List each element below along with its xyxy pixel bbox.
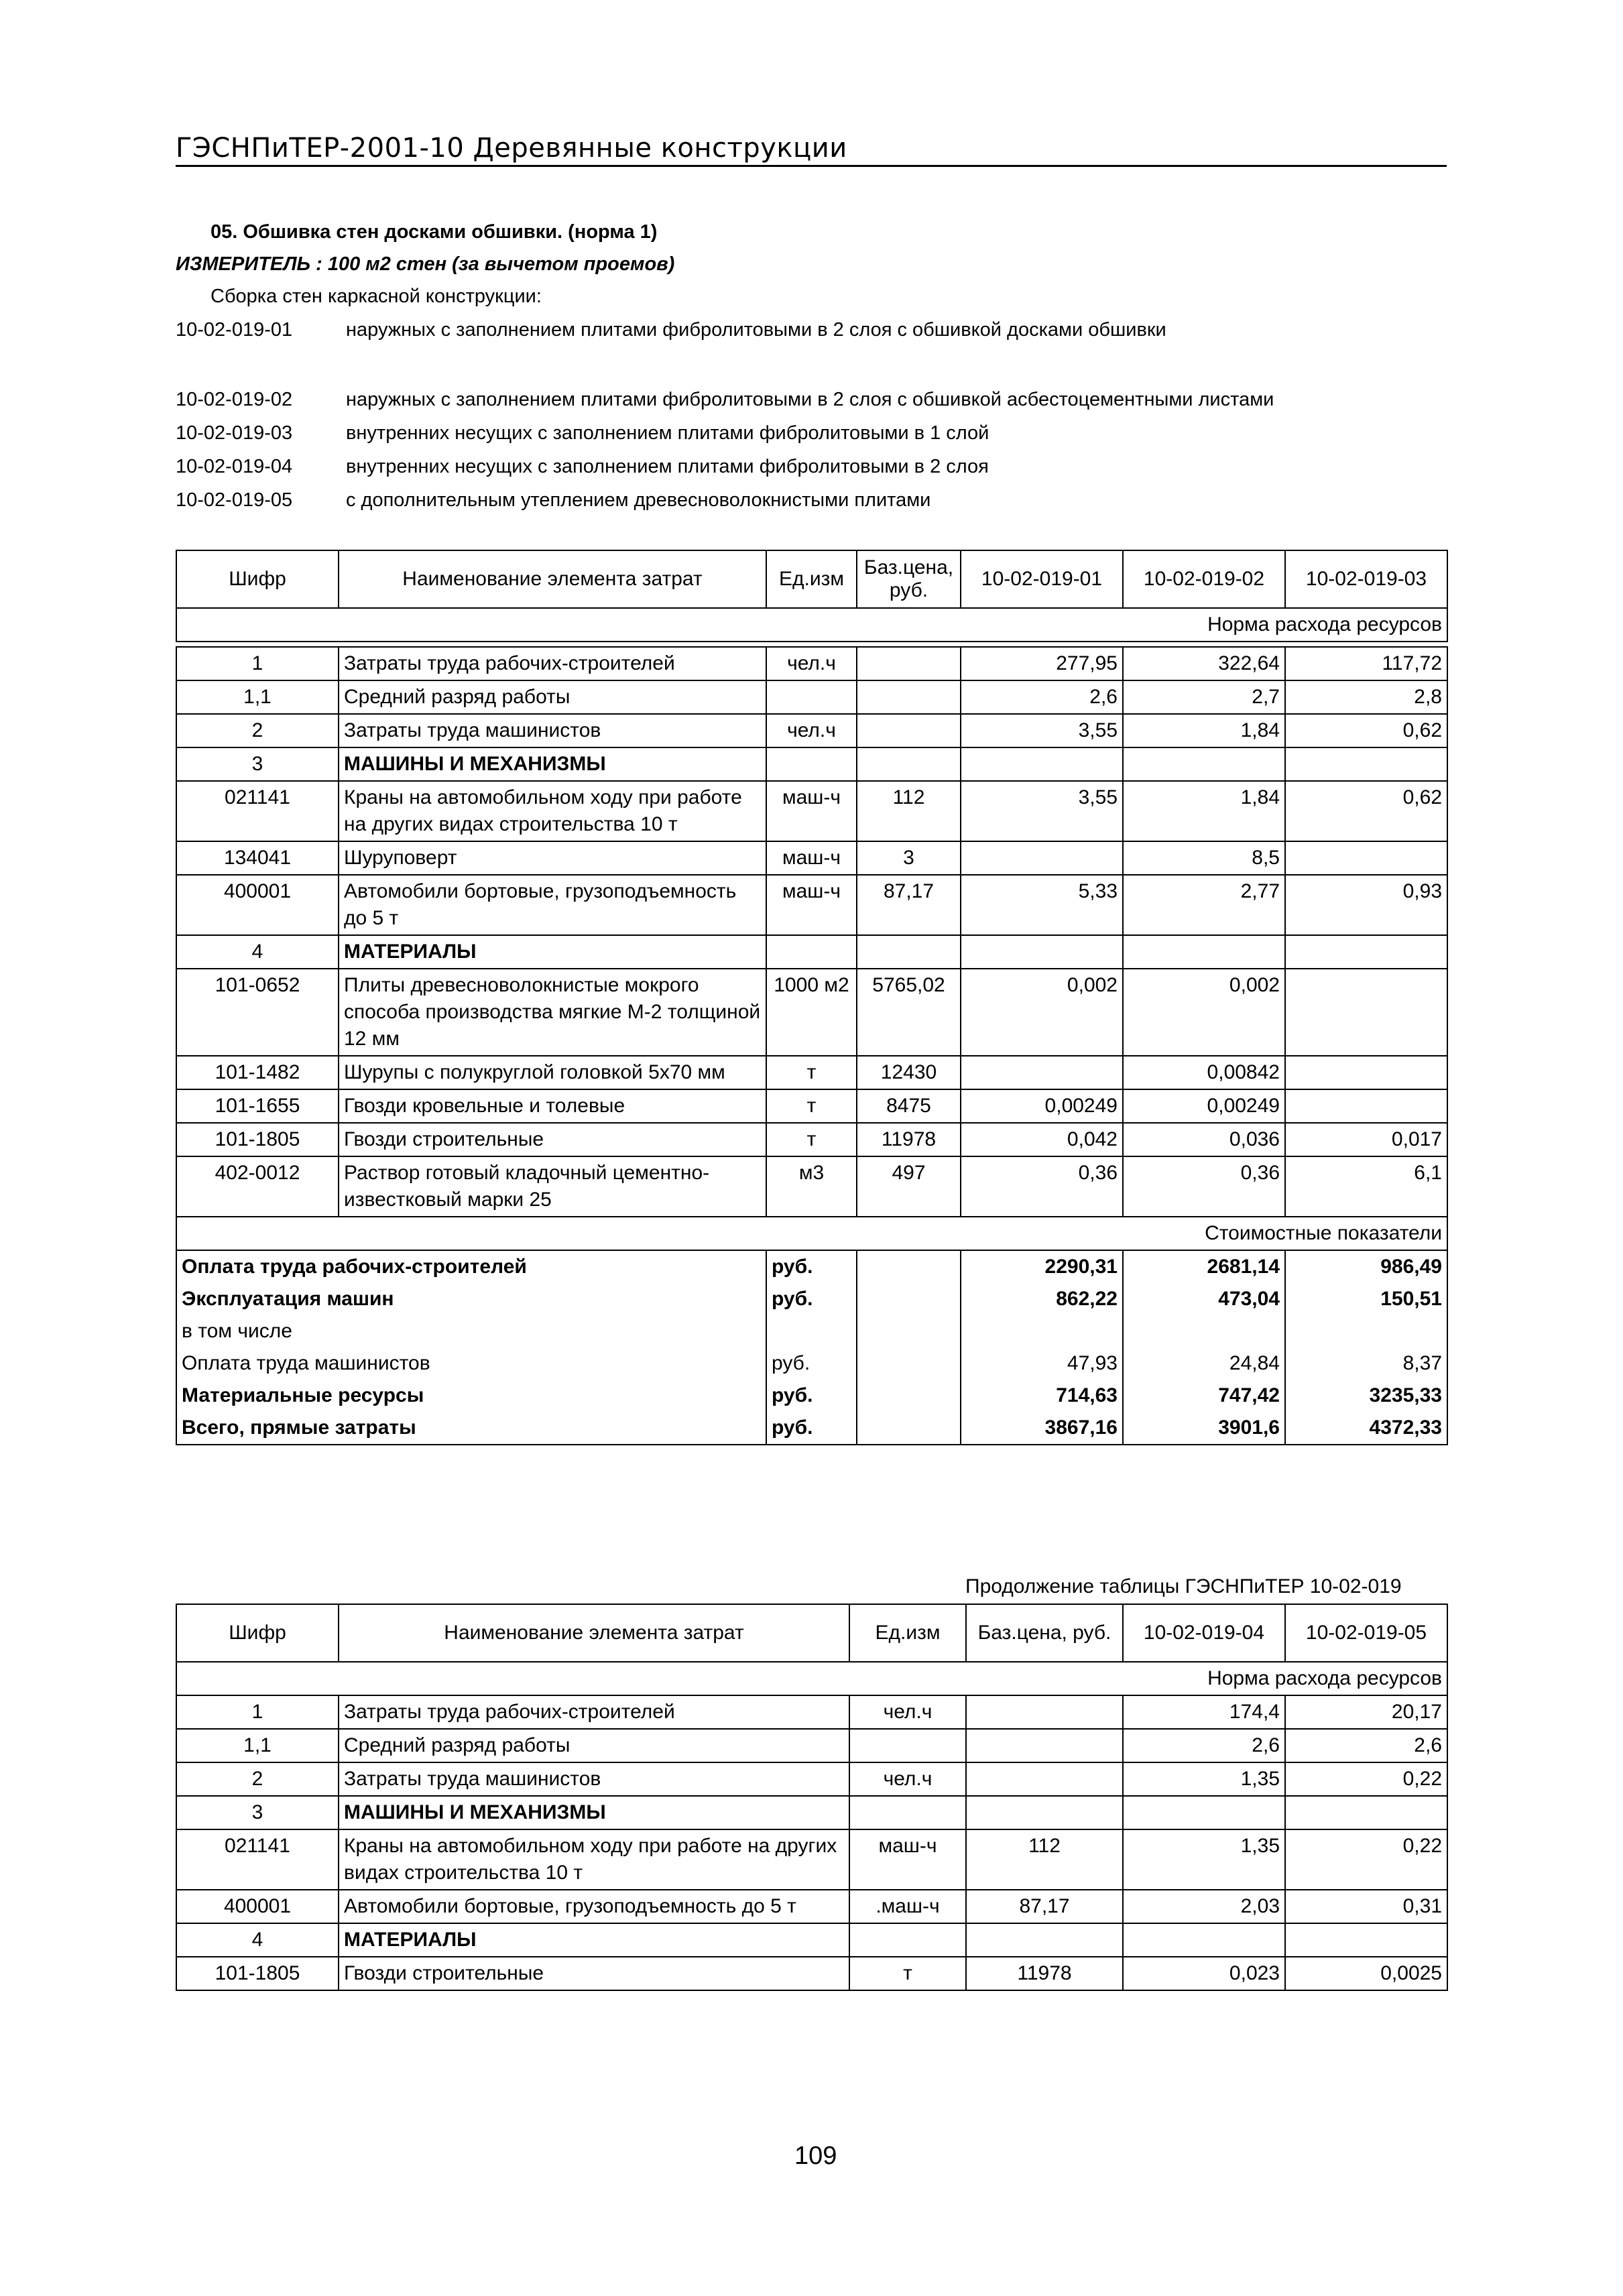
cost-value: 3867,16 xyxy=(961,1412,1123,1445)
cost-value xyxy=(1285,1315,1447,1347)
section-meter: ИЗМЕРИТЕЛЬ : 100 м2 стен (за вычетом проемов) xyxy=(176,253,675,275)
row-name: Краны на автомобильном ходу при работе на других видах строительства 10 т xyxy=(339,1829,849,1890)
column-header: 10-02-019-02 xyxy=(1123,550,1285,608)
row-value: 0,22 xyxy=(1285,1829,1447,1890)
row-price xyxy=(857,680,961,714)
table-row xyxy=(176,1695,1447,1729)
cost-value: 24,84 xyxy=(1123,1347,1285,1380)
row-code: 021141 xyxy=(176,1829,339,1890)
row-value xyxy=(961,1056,1123,1089)
cost-value: 8,37 xyxy=(1285,1347,1447,1380)
table1-costs xyxy=(176,1250,1447,1445)
cost-value: 2681,14 xyxy=(1123,1250,1285,1283)
row-value: 2,03 xyxy=(1123,1890,1285,1923)
row-value: 3,55 xyxy=(961,714,1123,747)
table-row xyxy=(176,841,1447,875)
row-value: 2,6 xyxy=(961,680,1123,714)
row-name: Средний разряд работы xyxy=(339,680,766,714)
code-description: наружных с заполнением плитами фибролитовыми в 2 слоя с обшивкой досками обшивки xyxy=(346,319,1166,341)
row-value: 2,8 xyxy=(1285,680,1447,714)
row-code: 101-1655 xyxy=(176,1089,339,1123)
row-unit xyxy=(766,935,857,969)
row-price: 8475 xyxy=(857,1089,961,1123)
row-code: 1 xyxy=(176,647,339,680)
header-rule xyxy=(176,165,1447,167)
row-price xyxy=(966,1923,1123,1957)
row-price: 11978 xyxy=(966,1957,1123,1990)
code-item: 10-02-019-01 xyxy=(176,319,293,341)
page-number: 109 xyxy=(794,2142,837,2170)
row-value: 1,35 xyxy=(1123,1829,1285,1890)
cost-unit: руб. xyxy=(766,1283,857,1315)
row-unit: т xyxy=(849,1957,966,1990)
row-value: 0,023 xyxy=(1123,1957,1285,1990)
row-name: Гвозди кровельные и толевые xyxy=(339,1089,766,1123)
row-value: 2,6 xyxy=(1285,1729,1447,1762)
row-name: Затраты труда машинистов xyxy=(339,714,766,747)
cost-value: 986,49 xyxy=(1285,1250,1447,1283)
row-price xyxy=(966,1762,1123,1796)
cost-value: 3235,33 xyxy=(1285,1380,1447,1412)
table-header-row xyxy=(176,550,1447,608)
cost-value: 4372,33 xyxy=(1285,1412,1447,1445)
row-value: 1,35 xyxy=(1123,1762,1285,1796)
row-unit: маш-ч xyxy=(766,781,857,841)
row-value: 0,002 xyxy=(961,969,1123,1056)
cost-value: 150,51 xyxy=(1285,1283,1447,1315)
row-code: 402-0012 xyxy=(176,1156,339,1217)
row-code: 4 xyxy=(176,1923,339,1957)
row-value: 6,1 xyxy=(1285,1156,1447,1217)
row-unit: 1000 м2 xyxy=(766,969,857,1056)
row-code: 3 xyxy=(176,1796,339,1829)
column-header: Баз.цена, руб. xyxy=(966,1604,1123,1662)
row-code: 3 xyxy=(176,747,339,781)
row-price: 87,17 xyxy=(966,1890,1123,1923)
row-value: 1,84 xyxy=(1123,781,1285,841)
row-name: Затраты труда машинистов xyxy=(339,1762,849,1796)
column-header: Шифр xyxy=(176,550,339,608)
row-code: 400001 xyxy=(176,1890,339,1923)
row-value: 0,22 xyxy=(1285,1762,1447,1796)
column-header: Наименование элемента затрат xyxy=(339,550,766,608)
row-unit: чел.ч xyxy=(849,1762,966,1796)
row-name: Средний разряд работы xyxy=(339,1729,849,1762)
row-code: 4 xyxy=(176,935,339,969)
row-value xyxy=(961,841,1123,875)
cost-row xyxy=(176,1347,1447,1380)
row-name: Шурупы с полукруглой головкой 5х70 мм xyxy=(339,1056,766,1089)
row-code: 1 xyxy=(176,1695,339,1729)
row-value: 0,62 xyxy=(1285,781,1447,841)
row-price xyxy=(857,747,961,781)
row-value: 0,0025 xyxy=(1285,1957,1447,1990)
column-header: Наименование элемента затрат xyxy=(339,1604,849,1662)
row-price xyxy=(966,1695,1123,1729)
row-value xyxy=(1285,747,1447,781)
code-item: 10-02-019-04 xyxy=(176,456,293,477)
row-value: 277,95 xyxy=(961,647,1123,680)
row-code: 101-1805 xyxy=(176,1123,339,1156)
section-title: 05. Обшивка стен досками обшивки. (норма 1) xyxy=(211,221,658,243)
row-name: Краны на автомобильном ходу при работе на других видах строительства 10 т xyxy=(339,781,766,841)
resource-table-1-body xyxy=(176,646,1448,1445)
table-row xyxy=(176,1923,1447,1957)
cost-name: Эксплуатация машин xyxy=(176,1283,766,1315)
row-price xyxy=(966,1796,1123,1829)
section-subtitle: Сборка стен каркасной конструкции: xyxy=(211,286,542,307)
norm-label: Норма расхода ресурсов xyxy=(176,1662,1447,1695)
cost-label: Стоимостные показатели xyxy=(176,1217,1447,1250)
column-header: Баз.цена, руб. xyxy=(857,550,961,608)
cost-name: в том числе xyxy=(176,1315,766,1347)
row-value xyxy=(1285,969,1447,1056)
row-value: 2,7 xyxy=(1123,680,1285,714)
row-unit: .маш-ч xyxy=(849,1890,966,1923)
row-value: 0,31 xyxy=(1285,1890,1447,1923)
row-code: 1,1 xyxy=(176,1729,339,1762)
row-unit xyxy=(766,747,857,781)
cost-row xyxy=(176,1315,1447,1347)
row-name: Гвозди строительные xyxy=(339,1957,849,1990)
row-name: Плиты древесноволокнистые мокрого способа производства мягкие М-2 толщиной 12 мм xyxy=(339,969,766,1056)
row-price: 112 xyxy=(857,781,961,841)
row-price xyxy=(857,935,961,969)
row-unit xyxy=(849,1796,966,1829)
row-value: 0,00249 xyxy=(1123,1089,1285,1123)
row-name: Автомобили бортовые, грузоподъемность до 5 т xyxy=(339,875,766,935)
row-value: 0,042 xyxy=(961,1123,1123,1156)
row-unit: маш-ч xyxy=(849,1829,966,1890)
cost-value xyxy=(961,1315,1123,1347)
table-header-row xyxy=(176,1604,1447,1662)
row-value: 0,00249 xyxy=(961,1089,1123,1123)
continuation-note: Продолжение таблицы ГЭСНПиТЕР 10-02-019 xyxy=(965,1575,1402,1597)
row-value xyxy=(1123,1796,1285,1829)
table-row xyxy=(176,680,1447,714)
row-name: Гвозди строительные xyxy=(339,1123,766,1156)
column-header: 10-02-019-04 xyxy=(1123,1604,1285,1662)
row-unit xyxy=(849,1923,966,1957)
cost-unit: руб. xyxy=(766,1347,857,1380)
row-unit: маш-ч xyxy=(766,875,857,935)
code-item: 10-02-019-05 xyxy=(176,489,293,511)
cost-unit: руб. xyxy=(766,1412,857,1445)
cost-name: Материальные ресурсы xyxy=(176,1380,766,1412)
row-value xyxy=(1123,1923,1285,1957)
row-value xyxy=(1285,1089,1447,1123)
code-description: наружных с заполнением плитами фибролитовыми в 2 слоя с обшивкой асбестоцементными листами xyxy=(346,389,1274,410)
row-name: МАШИНЫ И МЕХАНИЗМЫ xyxy=(339,1796,849,1829)
row-code: 2 xyxy=(176,1762,339,1796)
row-value: 2,6 xyxy=(1123,1729,1285,1762)
table-row xyxy=(176,1762,1447,1796)
row-code: 2 xyxy=(176,714,339,747)
row-unit: т xyxy=(766,1089,857,1123)
row-value: 117,72 xyxy=(1285,647,1447,680)
row-unit xyxy=(849,1729,966,1762)
column-header: 10-02-019-03 xyxy=(1285,550,1447,608)
table1-rows xyxy=(176,647,1447,1250)
cost-unit xyxy=(766,1315,857,1347)
row-code: 101-1805 xyxy=(176,1957,339,1990)
cost-value xyxy=(1123,1315,1285,1347)
table-row xyxy=(176,1056,1447,1089)
column-header: 10-02-019-05 xyxy=(1285,1604,1447,1662)
row-value xyxy=(1285,1923,1447,1957)
row-value: 20,17 xyxy=(1285,1695,1447,1729)
row-unit: чел.ч xyxy=(766,647,857,680)
row-price: 5765,02 xyxy=(857,969,961,1056)
code-description: внутренних несущих с заполнением плитами фибролитовыми в 1 слой xyxy=(346,422,989,444)
row-value: 0,62 xyxy=(1285,714,1447,747)
cost-value: 47,93 xyxy=(961,1347,1123,1380)
cost-row xyxy=(176,1283,1447,1315)
table-row xyxy=(176,1957,1447,1990)
table-row xyxy=(176,1729,1447,1762)
row-code: 101-0652 xyxy=(176,969,339,1056)
cost-value: 2290,31 xyxy=(961,1250,1123,1283)
cost-value: 3901,6 xyxy=(1123,1412,1285,1445)
row-price: 87,17 xyxy=(857,875,961,935)
column-header: Ед.изм xyxy=(849,1604,966,1662)
row-unit: чел.ч xyxy=(849,1695,966,1729)
row-unit: м3 xyxy=(766,1156,857,1217)
code-item: 10-02-019-02 xyxy=(176,389,293,410)
row-price: 497 xyxy=(857,1156,961,1217)
row-value xyxy=(1285,935,1447,969)
row-price xyxy=(857,714,961,747)
cost-name: Оплата труда рабочих-строителей xyxy=(176,1250,766,1283)
row-value xyxy=(1285,841,1447,875)
row-name: МАТЕРИАЛЫ xyxy=(339,935,766,969)
table-row xyxy=(176,647,1447,680)
cost-row xyxy=(176,1380,1447,1412)
cost-value: 862,22 xyxy=(961,1283,1123,1315)
row-code: 021141 xyxy=(176,781,339,841)
row-value: 0,93 xyxy=(1285,875,1447,935)
row-value: 174,4 xyxy=(1123,1695,1285,1729)
table-row xyxy=(176,935,1447,969)
row-value xyxy=(961,935,1123,969)
row-value: 0,36 xyxy=(1123,1156,1285,1217)
row-name: МАТЕРИАЛЫ xyxy=(339,1923,849,1957)
code-description: с дополнительным утеплением древесноволокнистыми плитами xyxy=(346,489,931,511)
row-value: 0,002 xyxy=(1123,969,1285,1056)
cost-name: Оплата труда машинистов xyxy=(176,1347,766,1380)
row-value xyxy=(1123,747,1285,781)
code-item: 10-02-019-03 xyxy=(176,422,293,444)
resource-table-2 xyxy=(176,1604,1448,1991)
row-value: 2,77 xyxy=(1123,875,1285,935)
row-code: 400001 xyxy=(176,875,339,935)
cost-unit: руб. xyxy=(766,1250,857,1283)
row-name: Затраты труда рабочих-строителей xyxy=(339,647,766,680)
row-value: 0,00842 xyxy=(1123,1056,1285,1089)
row-code: 134041 xyxy=(176,841,339,875)
row-value xyxy=(961,747,1123,781)
resource-table-1 xyxy=(176,550,1448,642)
cost-value: 714,63 xyxy=(961,1380,1123,1412)
row-price: 11978 xyxy=(857,1123,961,1156)
row-value xyxy=(1123,935,1285,969)
column-header: 10-02-019-01 xyxy=(961,550,1123,608)
table-row xyxy=(176,747,1447,781)
row-value: 3,55 xyxy=(961,781,1123,841)
row-code: 1,1 xyxy=(176,680,339,714)
row-price xyxy=(966,1729,1123,1762)
row-value: 1,84 xyxy=(1123,714,1285,747)
row-name: МАШИНЫ И МЕХАНИЗМЫ xyxy=(339,747,766,781)
row-name: Раствор готовый кладочный цементно-известковый марки 25 xyxy=(339,1156,766,1217)
row-value: 8,5 xyxy=(1123,841,1285,875)
row-unit: т xyxy=(766,1056,857,1089)
row-name: Шуруповерт xyxy=(339,841,766,875)
document-header: ГЭСНПиТЕР-2001-10 Деревянные конструкции xyxy=(176,133,847,164)
row-price: 3 xyxy=(857,841,961,875)
table-row xyxy=(176,1890,1447,1923)
row-code: 101-1482 xyxy=(176,1056,339,1089)
table-row xyxy=(176,875,1447,935)
table-row xyxy=(176,781,1447,841)
row-unit: т xyxy=(766,1123,857,1156)
row-price: 112 xyxy=(966,1829,1123,1890)
table-row xyxy=(176,1829,1447,1890)
table-row xyxy=(176,969,1447,1056)
row-unit xyxy=(766,680,857,714)
row-name: Автомобили бортовые, грузоподъемность до 5 т xyxy=(339,1890,849,1923)
code-description: внутренних несущих с заполнением плитами фибролитовыми в 2 слоя xyxy=(346,456,989,477)
table-row xyxy=(176,1156,1447,1217)
cost-value: 473,04 xyxy=(1123,1283,1285,1315)
cost-row xyxy=(176,1412,1447,1445)
table-row xyxy=(176,1796,1447,1829)
row-value: 0,36 xyxy=(961,1156,1123,1217)
row-unit: чел.ч xyxy=(766,714,857,747)
table-row xyxy=(176,1123,1447,1156)
cost-row xyxy=(176,1250,1447,1283)
table-row xyxy=(176,714,1447,747)
cost-unit: руб. xyxy=(766,1380,857,1412)
row-price: 12430 xyxy=(857,1056,961,1089)
column-header: Ед.изм xyxy=(766,550,857,608)
row-value xyxy=(1285,1056,1447,1089)
row-unit: маш-ч xyxy=(766,841,857,875)
table-row xyxy=(176,1089,1447,1123)
cost-value: 747,42 xyxy=(1123,1380,1285,1412)
row-value: 322,64 xyxy=(1123,647,1285,680)
row-price xyxy=(857,647,961,680)
norm-label: Норма расхода ресурсов xyxy=(176,608,1447,642)
row-value: 5,33 xyxy=(961,875,1123,935)
column-header: Шифр xyxy=(176,1604,339,1662)
row-value: 0,036 xyxy=(1123,1123,1285,1156)
row-value: 0,017 xyxy=(1285,1123,1447,1156)
row-name: Затраты труда рабочих-строителей xyxy=(339,1695,849,1729)
cost-name: Всего, прямые затраты xyxy=(176,1412,766,1445)
row-value xyxy=(1285,1796,1447,1829)
